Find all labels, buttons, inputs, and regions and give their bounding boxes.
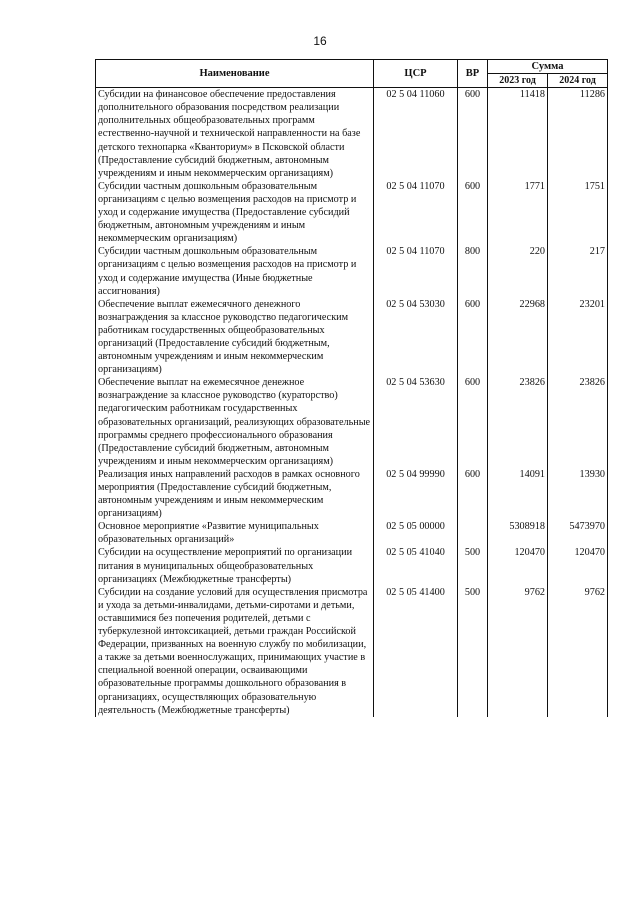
header-year-2024: 2024 год bbox=[548, 74, 608, 88]
budget-table bbox=[95, 59, 608, 717]
table-row bbox=[96, 245, 608, 297]
row-name-cell: Субсидии частным дошкольным образовательным организациям с целью возмещения расходов на присмотр и уход и содержание имущества (Предоставление субсидий бюджетным, автономным учреждениям и иным некоммерческим организациям) bbox=[96, 180, 374, 245]
row-sum-2023-cell: 11418 bbox=[488, 88, 548, 180]
header-sum: Сумма bbox=[488, 60, 608, 74]
table-row bbox=[96, 546, 608, 585]
row-vr-cell: 600 bbox=[458, 180, 488, 245]
row-csr-cell: 02 5 05 41040 bbox=[374, 546, 458, 585]
row-vr-cell: 500 bbox=[458, 546, 488, 585]
row-sum-2023-cell: 220 bbox=[488, 245, 548, 297]
row-vr-cell: 600 bbox=[458, 468, 488, 520]
table-row bbox=[96, 376, 608, 468]
page-number: 16 bbox=[313, 34, 327, 48]
row-csr-cell: 02 5 05 41400 bbox=[374, 586, 458, 717]
row-sum-2024-cell: 13930 bbox=[548, 468, 608, 520]
row-vr-cell: 600 bbox=[458, 88, 488, 180]
row-name-cell: Субсидии частным дошкольным образовательным организациям с целью возмещения расходов на присмотр и уход и содержание имущества (Иные бюджетные ассигнования) bbox=[96, 245, 374, 297]
row-vr-cell: 600 bbox=[458, 376, 488, 468]
row-sum-2023-cell: 120470 bbox=[488, 546, 548, 585]
row-vr-cell: 500 bbox=[458, 586, 488, 717]
row-csr-cell: 02 5 04 11070 bbox=[374, 180, 458, 245]
header-vr: ВР bbox=[458, 60, 488, 88]
row-sum-2024-cell: 1751 bbox=[548, 180, 608, 245]
row-name-cell: Реализация иных направлений расходов в рамках основного мероприятия (Предоставление субсидий бюджетным, автономным учреждениям и иным некоммерческим организациям) bbox=[96, 468, 374, 520]
row-csr-cell: 02 5 04 99990 bbox=[374, 468, 458, 520]
row-sum-2024-cell: 9762 bbox=[548, 586, 608, 717]
table-row bbox=[96, 520, 608, 546]
row-vr-cell: 600 bbox=[458, 298, 488, 377]
table-row bbox=[96, 586, 608, 717]
row-sum-2023-cell: 5308918 bbox=[488, 520, 548, 546]
row-sum-2023-cell: 9762 bbox=[488, 586, 548, 717]
row-sum-2024-cell: 23201 bbox=[548, 298, 608, 377]
row-name-cell: Субсидии на осуществление мероприятий по организации питания в муниципальных общеобразовательных организациях (Межбюджетные трансферты) bbox=[96, 546, 374, 585]
header-csr: ЦСР bbox=[374, 60, 458, 88]
table-header bbox=[96, 60, 608, 88]
table-row bbox=[96, 88, 608, 180]
table-row bbox=[96, 180, 608, 245]
row-sum-2024-cell: 11286 bbox=[548, 88, 608, 180]
row-csr-cell: 02 5 04 11060 bbox=[374, 88, 458, 180]
row-sum-2024-cell: 23826 bbox=[548, 376, 608, 468]
row-name-cell: Основное мероприятие «Развитие муниципальных образовательных организаций» bbox=[96, 520, 374, 546]
row-csr-cell: 02 5 04 53030 bbox=[374, 298, 458, 377]
row-name-cell: Обеспечение выплат ежемесячного денежного вознаграждения за классное руководство педагогическим работникам государственных общеобразовательных организаций (Предоставление субсидий бюджетным, автономным учреждениям и иным некоммерческим организациям) bbox=[96, 298, 374, 377]
header-name: Наименование bbox=[96, 60, 374, 88]
table-body bbox=[96, 88, 608, 717]
row-name-cell: Субсидии на создание условий для осуществления присмотра и ухода за детьми-инвалидами, детьми-сиротами и детьми, оставшимися без попечения родителей, детьми с туберкулезной интоксикацией, детьми граждан Российской Федерации, призванных на военную службу по мобилизации, а также за детьми военнослужащих, принимающих участие в специальной военной операции, осваивающими образовательные программы дошкольного образования в организациях, осуществляющих образовательную деятельность (Межбюджетные трансферты) bbox=[96, 586, 374, 717]
row-sum-2024-cell: 120470 bbox=[548, 546, 608, 585]
row-name-cell: Обеспечение выплат на ежемесячное денежное вознаграждение за классное руководство (кураторство) педагогическим работникам государственных образовательных организаций, реализующих образовательные программы среднего профессионального образования (Предоставление субсидий бюджетным, автономным учреждениям и иным некоммерческим организациям) bbox=[96, 376, 374, 468]
row-csr-cell: 02 5 04 53630 bbox=[374, 376, 458, 468]
row-sum-2024-cell: 217 bbox=[548, 245, 608, 297]
row-csr-cell: 02 5 05 00000 bbox=[374, 520, 458, 546]
row-sum-2023-cell: 14091 bbox=[488, 468, 548, 520]
table-row bbox=[96, 298, 608, 377]
row-sum-2024-cell: 5473970 bbox=[548, 520, 608, 546]
row-sum-2023-cell: 23826 bbox=[488, 376, 548, 468]
row-vr-cell bbox=[458, 520, 488, 546]
header-year-2023: 2023 год bbox=[488, 74, 548, 88]
row-sum-2023-cell: 1771 bbox=[488, 180, 548, 245]
table-row bbox=[96, 468, 608, 520]
row-sum-2023-cell: 22968 bbox=[488, 298, 548, 377]
row-vr-cell: 800 bbox=[458, 245, 488, 297]
row-name-cell: Субсидии на финансовое обеспечение предоставления дополнительного образования посредством реализации дополнительных общеобразовательных программ естественно-научной и технической направленности на базе детского технопарка «Кванториум» в Псковской области (Предоставление субсидий бюджетным, автономным учреждениям и иным некоммерческим организациям) bbox=[96, 88, 374, 180]
row-csr-cell: 02 5 04 11070 bbox=[374, 245, 458, 297]
